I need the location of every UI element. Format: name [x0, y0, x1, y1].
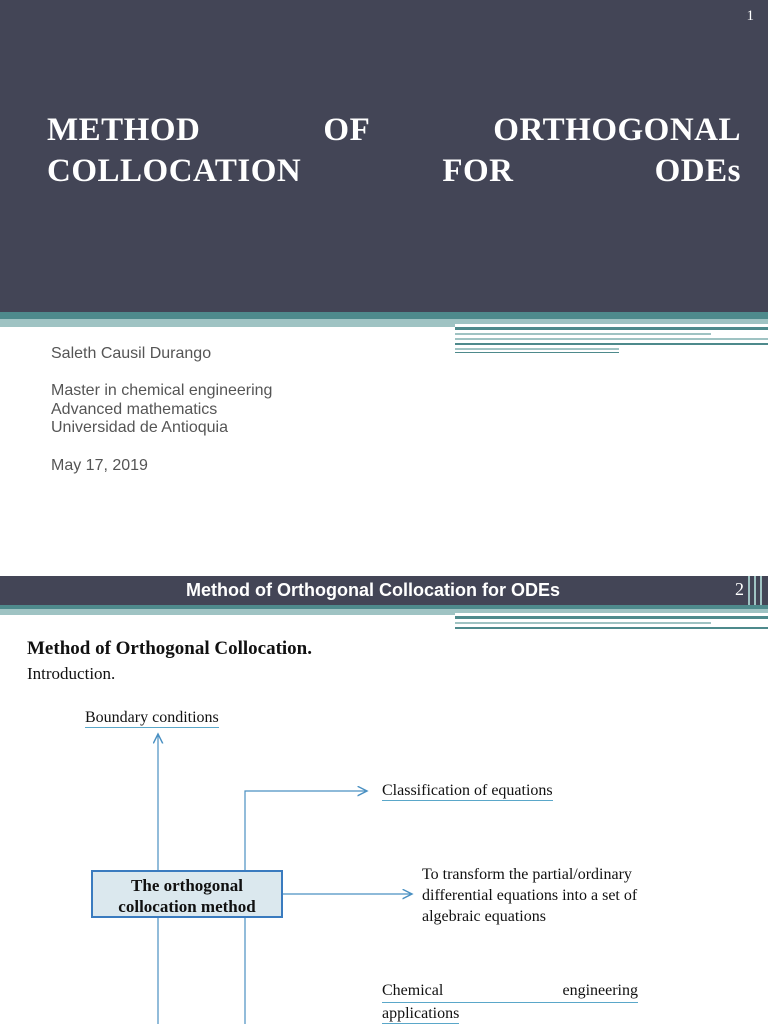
- course-name: Advanced mathematics: [51, 401, 218, 418]
- box-line-1: The orthogonal: [131, 876, 243, 895]
- page-number: 1: [746, 8, 754, 24]
- slide-header-title: Method of Orthogonal Collocation for ODEs: [186, 580, 560, 600]
- university-name: Universidad de Antioquia: [51, 419, 229, 436]
- title-word: ORTHOGONAL: [493, 112, 741, 148]
- program-name: Master in chemical engineering: [51, 382, 273, 399]
- page-number: 2: [735, 579, 744, 599]
- title-word: FOR: [442, 153, 514, 189]
- classification-label: Classification of equations: [382, 782, 553, 799]
- presentation-date: May 17, 2019: [51, 457, 148, 474]
- boundary-conditions-label: Boundary conditions: [85, 709, 219, 726]
- title-word: OF: [323, 112, 371, 148]
- title-word: COLLOCATION: [47, 153, 302, 189]
- content-slide: [0, 576, 768, 1024]
- title-line-2: [47, 153, 741, 190]
- title-word: METHOD: [47, 112, 201, 148]
- arrow-to-classification: [245, 791, 367, 870]
- slide-heading: Method of Orthogonal Collocation.: [27, 638, 312, 659]
- author-name: Saleth Causil Durango: [51, 345, 212, 362]
- orthogonal-collocation-box: [91, 870, 283, 918]
- chemical-engineering-label: Chemical engineering applications: [382, 982, 638, 1022]
- transform-label: To transform the partial/ordinary differential equations into a set of algebraic equations: [422, 866, 638, 925]
- title-line-1: [47, 112, 741, 149]
- box-line-2: collocation method: [118, 897, 256, 916]
- title-header-band: [0, 0, 768, 312]
- title-word: ODEs: [654, 153, 741, 189]
- slide-subheading: Introduction.: [27, 664, 116, 683]
- slide-gap: [0, 540, 768, 576]
